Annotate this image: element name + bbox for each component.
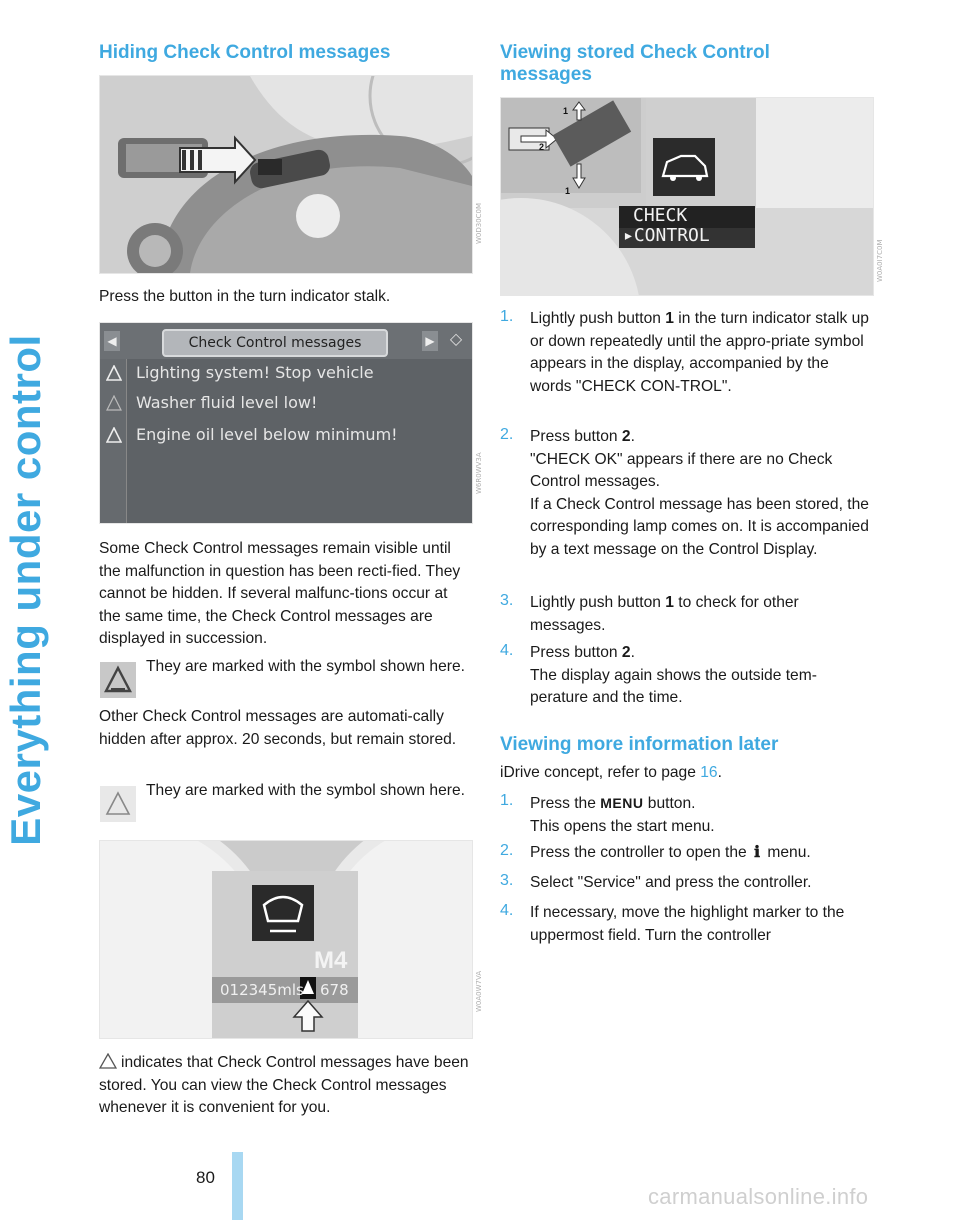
screen-title-tab: Check Control messages	[162, 329, 388, 357]
warning-symbol-light-icon	[100, 786, 136, 822]
page-link[interactable]: 16	[700, 764, 718, 781]
figure-check-control-screen	[99, 322, 473, 524]
message-item: Lighting system! Stop vehicle	[136, 363, 374, 382]
list-item-text	[530, 592, 872, 637]
list-item	[500, 872, 872, 895]
list-item	[500, 308, 872, 398]
stalk-and-display-illustration	[501, 98, 873, 295]
list-item-text	[530, 842, 872, 865]
text-run: menu.	[763, 844, 811, 861]
message-item: Washer fluid level low!	[136, 393, 318, 412]
list-number: 4.	[500, 642, 514, 659]
final-paragraph-text: indicates that Check Control messages have been stored. You can view the Check Control messages whenever it is convenient for you.	[99, 1054, 469, 1116]
svg-text:1: 1	[563, 106, 569, 116]
list-number: 4.	[500, 902, 514, 919]
warning-icon	[106, 427, 122, 448]
text-run: button.	[643, 795, 696, 812]
side-chapter-title-text: Everything under control	[2, 334, 49, 846]
cluster-mode-display: M4	[314, 947, 348, 974]
heading-viewing-stored	[500, 42, 872, 86]
list-item-text	[530, 426, 872, 449]
text-run: to check for other messages.	[530, 594, 799, 634]
list-item-extra: This opens the start menu.	[530, 817, 715, 835]
figure-check-control-display	[500, 97, 874, 296]
list-number: 3.	[500, 592, 514, 609]
page-edge-bar	[232, 1152, 243, 1220]
odometer-right: 678	[320, 981, 349, 999]
info-icon: ℹ	[754, 844, 761, 861]
figure-instrument-cluster	[99, 840, 473, 1039]
warning-icon	[106, 365, 122, 386]
text-run: Press the controller to open the	[530, 844, 752, 861]
text-run: .	[717, 764, 722, 781]
list-item	[500, 792, 872, 838]
screen-info-icon: ◇	[449, 331, 463, 348]
button-ref: 1	[665, 310, 674, 327]
list-item-extra: The display again shows the outside tem-perature and the time.	[530, 666, 817, 706]
idrive-reference	[500, 762, 872, 785]
button-ref: 1	[665, 594, 674, 611]
display-line1: CHECK	[633, 205, 688, 226]
list-number: 2.	[500, 426, 514, 443]
final-paragraph	[99, 1052, 471, 1120]
menu-key-label: MENU	[600, 795, 644, 811]
figure-code: W0A0W7VA	[475, 970, 483, 1012]
symbol2-text: They are marked with the symbol shown here.	[146, 782, 465, 799]
message-item: Engine oil level below minimum!	[136, 425, 398, 444]
text-run: iDrive concept, refer to page	[500, 764, 701, 781]
list-item-text: Select "Service" and press the controller.	[530, 874, 812, 891]
text-run: .	[630, 644, 635, 661]
warning-icon	[106, 395, 122, 416]
fig1-caption: Press the button in the turn indicator stalk.	[99, 288, 391, 305]
text-run: Press button	[530, 428, 622, 445]
para-hidden-messages: Other Check Control messages are automati-cally hidden after approx. 20 seconds, but remain stored.	[99, 708, 457, 748]
figure-code: W0A0I7C0M	[876, 239, 884, 282]
svg-text:2: 2	[539, 142, 545, 152]
screen-left-arrow-icon: ◀	[104, 331, 120, 351]
heading-line2: messages	[500, 64, 592, 85]
list-number: 1.	[500, 792, 514, 809]
text-run: in the turn indicator stalk up or down repeatedly until the appro-priate symbol appears in the display, accompanied by the words "CHECK CON-TROL".	[530, 310, 869, 395]
list-item	[500, 592, 872, 637]
list-item-text: If necessary, move the highlight marker to the uppermost field. Turn the controller	[530, 904, 845, 944]
warning-small-icon	[99, 1053, 121, 1069]
list-item-extra: "CHECK OK" appears if there are no Check Control messages.	[530, 450, 833, 490]
list-item-text	[530, 308, 872, 398]
heading-more-info: Viewing more information later	[500, 734, 779, 755]
button-ref: 2	[621, 428, 631, 445]
heading-hiding-messages: Hiding Check Control messages	[99, 42, 391, 63]
list-item-text	[530, 642, 872, 665]
svg-text:1: 1	[565, 186, 571, 196]
watermark: carmanualsonline.info	[648, 1184, 869, 1209]
list-item-extra: If a Check Control message has been stored, the corresponding lamp comes on. It is accompanied by a text message on the Control Display.	[530, 495, 869, 558]
list-item	[500, 902, 872, 947]
figure-code: W6R0WV3A	[475, 452, 483, 494]
list-number: 2.	[500, 842, 514, 859]
text-run: .	[630, 428, 635, 445]
screen-right-arrow-icon: ▶	[422, 331, 438, 351]
turn-stalk-illustration	[100, 76, 472, 273]
para-visible-messages: Some Check Control messages remain visible until the malfunction in question has been recti-fied. They cannot be hidden. If several malfunc-tions occur at the same time, the Check Control messages are displayed in succession.	[99, 540, 461, 647]
symbol1-text: They are marked with the symbol shown here.	[146, 658, 465, 675]
list-item	[500, 426, 872, 561]
text-run: Press button	[530, 644, 622, 661]
text-run: Press the	[530, 795, 601, 812]
text-run: Lightly push button	[530, 594, 666, 611]
list-item-text	[530, 792, 872, 816]
button-ref: 2	[621, 644, 631, 661]
side-chapter-title	[0, 40, 56, 1140]
list-item	[500, 642, 872, 710]
list-number: 3.	[500, 872, 514, 889]
display-line2-text: CONTROL	[633, 225, 710, 246]
warning-symbol-icon	[100, 662, 136, 698]
list-number: 1.	[500, 308, 514, 325]
text-run: Lightly push button	[530, 310, 666, 327]
odometer-left: 012345mls	[220, 981, 304, 999]
cluster-illustration	[100, 841, 472, 1038]
list-item	[500, 842, 872, 865]
display-line2: ▸CONTROL	[623, 225, 710, 246]
heading-line1: Viewing stored Check Control	[500, 42, 770, 63]
figure-turn-stalk	[99, 75, 473, 274]
figure-code: W0D30C0M	[475, 202, 483, 244]
page-number: 80	[196, 1168, 215, 1187]
